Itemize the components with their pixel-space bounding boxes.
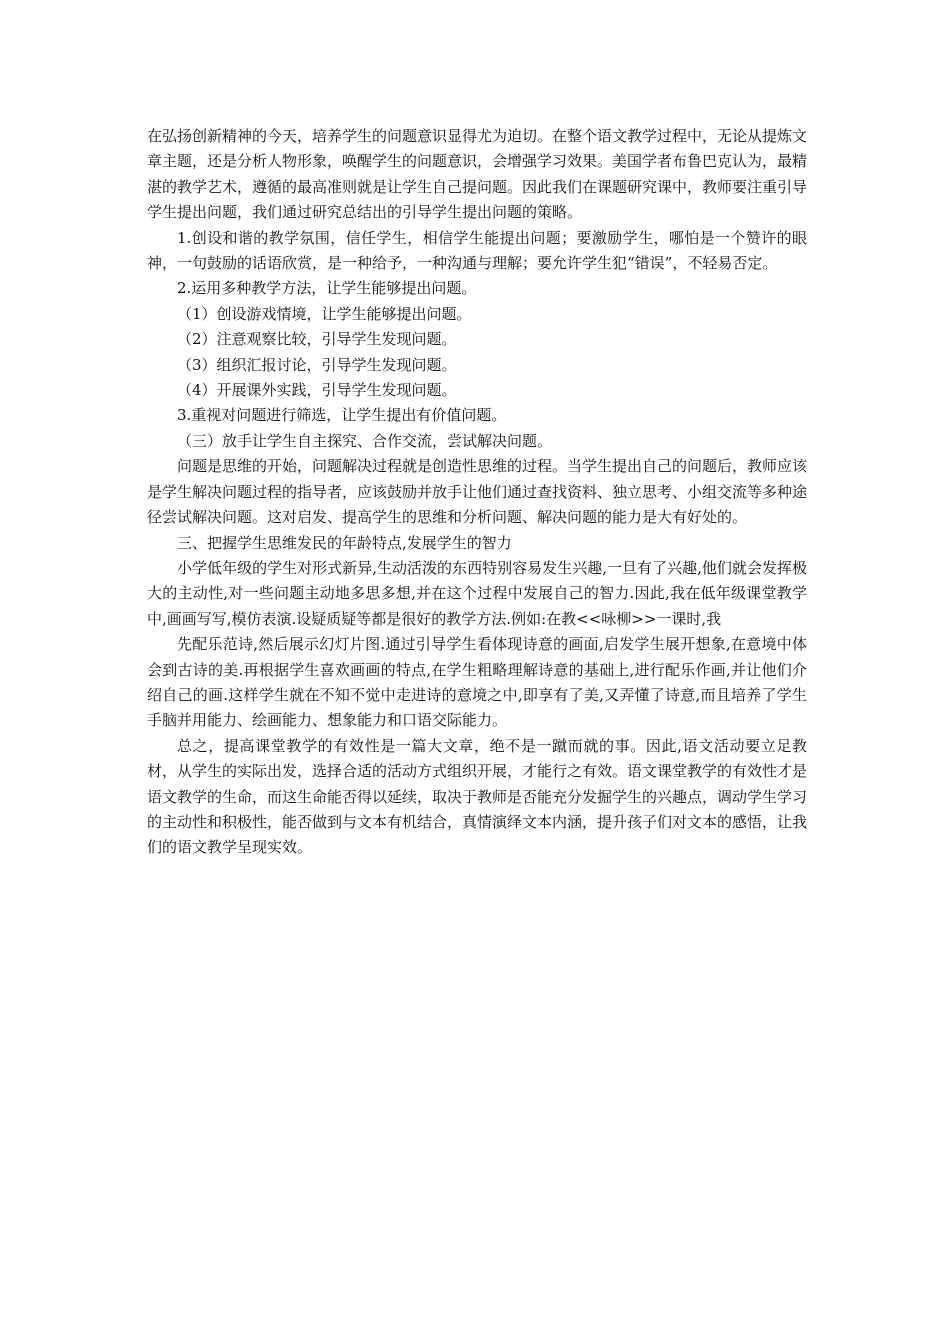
document-body [147,124,807,861]
list-item: （2）注意观察比较，引导学生发现问题。 [177,330,457,349]
list-item: （3）组织汇报讨论，引导学生发现问题。 [177,355,457,374]
list-item: （1）创设游戏情境，让学生能够提出问题。 [177,304,472,323]
section-heading: （三）放手让学生自主探究、合作交流，尝试解决问题。 [177,431,553,450]
paragraph: 总之，提高课堂教学的有效性是一篇大文章，绝不是一蹴而就的事。因此,语文活动要立足教材，从学生的实际出发，选择合适的活动方式组织开展，才能行之有效。语文课堂教学的有效性才是语文教学的生命，而这生命能否得以延续，取决于教师是否能充分发掘学生的兴趣点，调动学生学习的主动性和积极性，能否做到与文本有机结合，真情演绎文本内涵，提升孩子们对文本的感悟，让我们的语文教学呈现实效。 [147,736,808,857]
section-heading: 三、把握学生思维发民的年龄特点,发展学生的智力 [177,533,512,552]
list-item: （4）开展课外实践，引导学生发现问题。 [177,381,457,400]
paragraph: 小学低年级的学生对形式新异,生动活泼的东西特别容易发生兴趣,一旦有了兴趣,他们就会发挥极大的主动性,对一些问题主动地多思多想,并在这个过程中发展自己的智力.因此,我在低年级课堂教学中,画画写写,模仿表演.设疑质疑等都是很好的教学方法.例如:在教<<咏柳>>一课时,我 [147,558,807,628]
paragraph: 先配乐范诗,然后展示幻灯片图.通过引导学生看体现诗意的画面,启发学生展开想象,在意境中体会到古诗的美.再根据学生喜欢画画的特点,在学生粗略理解诗意的基础上,进行配乐作画,并让他们介绍自己的画.这样学生就在不知不觉中走进诗的意境之中,即享有了美,又弄懂了诗意,而且培养了学生手脑并用能力、绘画能力、想象能力和口语交际能力。 [147,635,807,730]
paragraph: 2.运用多种教学方法，让学生能够提出问题。 [177,279,477,298]
paragraph: 在弘扬创新精神的今天，培养学生的问题意识显得尤为迫切。在整个语文教学过程中，无论从提炼文章主题，还是分析人物形象，唤醒学生的问题意识，会增强学习效果。美国学者布鲁巴克认为，最精湛的教学艺术，遵循的最高准则就是让学生自己提问题。因此我们在课题研究课中，教师要注重引导学生提出问题，我们通过研究总结出的引导学生提出问题的策略。 [147,127,808,222]
paragraph: 1.创设和谐的教学氛围，信任学生，相信学生能提出问题；要激励学生，哪怕是一个赞许的眼神，一句鼓励的话语欣赏，是一种给予，一种沟通与理解；要允许学生犯“错误”，不轻易否定。 [147,228,807,273]
paragraph: 问题是思维的开始，问题解决过程就是创造性思维的过程。当学生提出自己的问题后，教师应该是学生解决问题过程的指导者，应该鼓励并放手让他们通过查找资料、独立思考、小组交流等多种途径尝试解决问题。这对启发、提高学生的思维和分析问题、解决问题的能力是大有好处的。 [147,457,808,527]
paragraph: 3.重视对问题进行筛选，让学生提出有价值问题。 [177,406,507,425]
